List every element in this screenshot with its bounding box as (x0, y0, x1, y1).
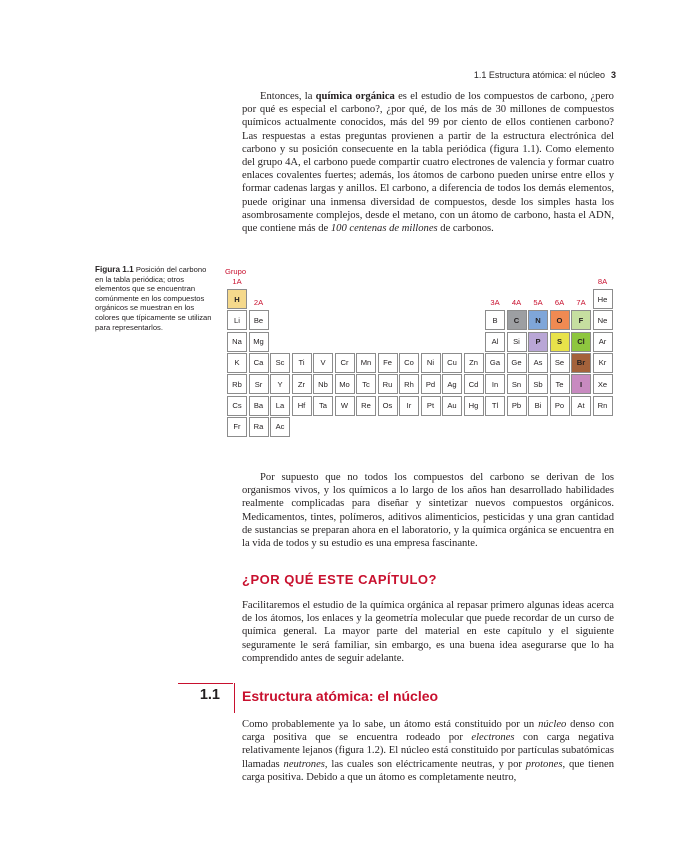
para4-text: , las cuales son eléctricamente neutras, y por (324, 758, 526, 770)
element-cell-sc: Sc (270, 353, 290, 373)
para4-italic: electrones (471, 732, 515, 744)
element-cell-hg: Hg (464, 396, 484, 416)
element-cell-pb: Pb (507, 396, 527, 416)
element-cell-zr: Zr (292, 374, 312, 394)
element-cell-ru: Ru (378, 374, 398, 394)
element-cell-f: F (571, 310, 591, 330)
element-cell-ti: Ti (292, 353, 312, 373)
element-cell-c: C (507, 310, 527, 330)
element-cell-li: Li (227, 310, 247, 330)
element-cell-rn: Rn (593, 396, 613, 416)
element-cell-cs: Cs (227, 396, 247, 416)
element-cell-i: I (571, 374, 591, 394)
element-cell-ac: Ac (270, 417, 290, 437)
running-head (420, 70, 616, 80)
element-cell-po: Po (550, 396, 570, 416)
grupo-label: Grupo (225, 267, 247, 276)
element-cell-na: Na (227, 332, 247, 352)
element-cell-la: La (270, 396, 290, 416)
section-divider (234, 683, 235, 713)
figure-label: Figura 1.1 (95, 265, 134, 274)
para4-italic: núcleo (538, 719, 567, 730)
element-cell-ar: Ar (593, 332, 613, 352)
group-label-5a: 5A (533, 298, 543, 308)
element-cell-re: Re (356, 396, 376, 416)
element-cell-ba: Ba (249, 396, 269, 416)
section-number: 1.1 (199, 687, 220, 703)
section-rule (178, 683, 233, 684)
running-head-title: 1.1 Estructura atómica: el núcleo (473, 70, 605, 80)
element-cell-ta: Ta (313, 396, 333, 416)
section-title: Estructura atómica: el núcleo (242, 688, 439, 704)
element-cell-rh: Rh (399, 374, 419, 394)
element-cell-cl: Cl (571, 332, 591, 352)
element-cell-at: At (571, 396, 591, 416)
element-cell-co: Co (399, 353, 419, 373)
element-cell-zn: Zn (464, 353, 484, 373)
group-label-4a: 4A (511, 298, 522, 308)
element-cell-b: B (485, 310, 505, 330)
element-cell-y: Y (270, 374, 290, 394)
element-cell-xe: Xe (593, 374, 613, 394)
element-cell-se: Se (550, 353, 570, 373)
element-cell-s: S (550, 332, 570, 352)
element-cell-n: N (528, 310, 548, 330)
element-cell-br: Br (571, 353, 591, 373)
element-cell-be: Be (249, 310, 269, 330)
element-cell-mn: Mn (356, 353, 376, 373)
para1-bold-term: química orgánica (315, 91, 395, 102)
element-cell-k: K (227, 353, 247, 373)
element-cell-he: He (593, 289, 613, 309)
group-label-3a: 3A (490, 298, 500, 308)
element-cell-w: W (335, 396, 355, 416)
element-cell-cd: Cd (464, 374, 484, 394)
why-chapter-heading: ¿POR QUÉ ESTE CAPÍTULO? (242, 572, 437, 587)
element-cell-nb: Nb (313, 374, 333, 394)
element-cell-ne: Ne (593, 310, 613, 330)
element-cell-ag: Ag (442, 374, 462, 394)
figure-caption (95, 265, 213, 332)
para4-text: con carga negativa relativamente lejanos (figura 1.2). El núcleo está constituido por partículas subatómicas llamadas (242, 732, 614, 770)
element-cell-ge: Ge (507, 353, 527, 373)
element-cell-in: In (485, 374, 505, 394)
element-cell-ca: Ca (249, 353, 269, 373)
para4-text: denso con carga positiva que se encuentra rodeado por (242, 719, 615, 744)
element-cell-pt: Pt (421, 396, 441, 416)
element-cell-rb: Rb (227, 374, 247, 394)
para1-start: Entonces, la (260, 91, 316, 102)
group-label-1a: 1A (232, 277, 242, 286)
group-label-7a: 7A (576, 298, 586, 308)
element-cell-ra: Ra (249, 417, 269, 437)
element-cell-fe: Fe (378, 353, 398, 373)
element-cell-h: H (227, 289, 247, 309)
group-label-8a: 8A (597, 277, 608, 286)
element-cell-tc: Tc (356, 374, 376, 394)
element-cell-sr: Sr (249, 374, 269, 394)
element-cell-o: O (550, 310, 570, 330)
element-cell-au: Au (442, 396, 462, 416)
element-cell-tl: Tl (485, 396, 505, 416)
element-cell-as: As (528, 353, 548, 373)
element-cell-v: V (313, 353, 333, 373)
element-cell-sb: Sb (528, 374, 548, 394)
page-number: 3 (610, 70, 616, 80)
element-cell-si: Si (507, 332, 527, 352)
element-cell-mo: Mo (335, 374, 355, 394)
group-label-6a: 6A (554, 298, 565, 308)
element-cell-kr: Kr (593, 353, 613, 373)
para4-italic: neutrones (283, 758, 325, 770)
element-cell-ir: Ir (399, 396, 419, 416)
para4-italic: protones (525, 758, 563, 770)
para1-italic: 100 centenas de millones (330, 223, 438, 235)
element-cell-al: Al (485, 332, 505, 352)
group-label-2a: 2A (253, 298, 264, 308)
paragraph-3: Facilitaremos el estudio de la química orgánica al repasar primero algunas ideas acerca de los átomos, los enlaces y la geometría molecular que puede recordar de un curso de química general. La mayor parte del material en este capítulo y el siguiente seguramente le será familiar, sin embargo, es una buena idea asegurarse que lo ha comprendido antes de seguir adelante. (242, 600, 614, 664)
element-cell-sn: Sn (507, 374, 527, 394)
para1-end: de carbonos. (437, 223, 494, 235)
element-cell-fr: Fr (227, 417, 247, 437)
para4-text: , que tienen carga positiva. Debido a que un átomo es completamente neutro, (242, 758, 614, 783)
element-cell-mg: Mg (249, 332, 269, 352)
intro-paragraph (242, 90, 614, 235)
element-cell-hf: Hf (292, 396, 312, 416)
element-cell-cu: Cu (442, 353, 462, 373)
paragraph-2: Por supuesto que no todos los compuestos del carbono se derivan de los organismos vivos, y los químicos a lo largo de los años han desarrollado habilidades realmente complicadas para diseñar y sintetizar nuevos compuestos orgánicos. Medicamentos, tintes, polímeros, aditivos alimenticios, pesticidas y una gran cantidad de sustancias se preparan ahora en el laboratorio, y la química orgánica se encuentra en la vida de todos y su estudio es una empresa fascinante. (242, 472, 614, 550)
figure-caption-text: Posición del carbono en la tabla periódica; otros elementos que se encuentran comúnmente en los compuestos orgánicos se muestran en los colores que típicamente se utilizan para representarlos. (95, 265, 212, 332)
element-cell-pd: Pd (421, 374, 441, 394)
paragraph-4 (242, 718, 614, 784)
para4-text: Como probablemente ya lo sabe, un átomo está constituido por un (242, 719, 539, 730)
para1-middle: es el estudio de los compuestos de carbono, ¿pero por qué es especial el carbono?, ¿por qué, de los más de 30 millones de compuestos químicos actualmente conocidos, más del 99 por ciento de ellos contienen carbono? Las respuestas a estas preguntas provienen a partir de la estructura electrónica del carbono y su posición consecuente en la tabla periódica (figura 1.1). Como elemento del grupo 4A, el carbono puede compartir cuatro electrones de valencia y formar cuatro enlaces covalentes fuertes; además, los átomos de carbono pueden unirse entre ellos y formar cadenas largas y anillos. El carbono, a diferencia de todos los demás elementos, puede originar una inmensa diversidad de compuestos, desde los simples hasta los asombrosamente complejos, desde el metano, con un átomo de carbono, hasta el ADN, que contiene más de (242, 91, 614, 235)
element-cell-cr: Cr (335, 353, 355, 373)
element-cell-ga: Ga (485, 353, 505, 373)
element-cell-ni: Ni (421, 353, 441, 373)
element-cell-bi: Bi (528, 396, 548, 416)
element-cell-os: Os (378, 396, 398, 416)
element-cell-te: Te (550, 374, 570, 394)
element-cell-p: P (528, 332, 548, 352)
